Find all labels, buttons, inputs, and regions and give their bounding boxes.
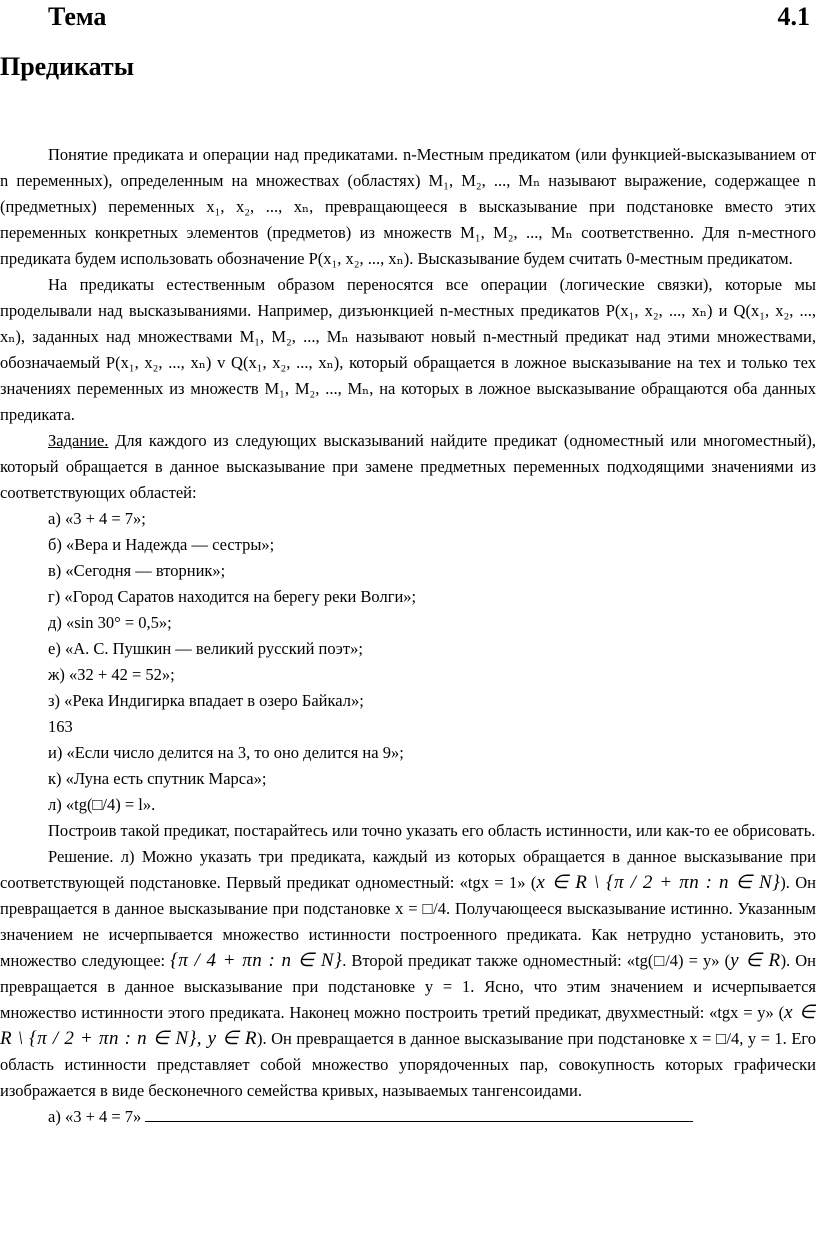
solution-text-4: ). Он превращается в данное высказывание при подстановке y = 1. Ясно, что этим значением и исчерпывается множество истинности этого предиката. Наконец можно построить третий предикат, двухместный: «tgx = y» (	[0, 951, 816, 1022]
list-item: л) «tg(□/4) = l».	[48, 795, 156, 814]
theme-number: 4.1	[777, 2, 810, 31]
list-item: б) «Вера и Надежда — сестры»;	[48, 535, 275, 554]
task-text: Для каждого из следующих высказываний найдите предикат (одноместный или многоместный), который обращается в данное высказывание при замене предметных переменных подходящими значениями из соответствующих областей:	[0, 431, 816, 502]
formula-truth-set: {π / 4 + πn : n ∈ N}	[170, 950, 343, 971]
formula-domain-1: x ∈ R \ {π / 2 + πn : n ∈ N}	[536, 872, 781, 893]
list-item: а) «3 + 4 = 7»;	[48, 509, 146, 528]
answer-line	[0, 1104, 816, 1130]
page-title: Предикаты	[0, 52, 134, 81]
list-item: в) «Сегодня — вторник»;	[48, 561, 226, 580]
list-item: к) «Луна есть спутник Марса»;	[48, 769, 267, 788]
formula-domain-3: x ∈ R \ {π / 2 + πn : n ∈ N}, y ∈ R	[0, 1002, 816, 1049]
list-item: ж) «З2 + 42 = 52»;	[48, 665, 175, 684]
list-item: з) «Река Индигирка впадает в озеро Байкал»;	[48, 691, 364, 710]
list-item: е) «А. С. Пушкин — великий русский поэт»;	[48, 639, 363, 658]
document-body	[0, 142, 816, 1130]
solution-text-1: Решение. л) Можно указать три предиката, каждый из которых обращается в данное высказывание при соответствующей подстановке. Первый предикат одноместный: «tgx = 1» (	[0, 847, 816, 892]
paragraph-hint: Построив такой предикат, постарайтесь или точно указать его область истинности, или как-то ее обрисовать.	[48, 821, 816, 840]
paragraph-solution	[0, 844, 816, 1104]
paragraph-operations: На предикаты естественным образом переносятся все операции (логические связки), которые мы проделывали над высказываниями. Например, дизъюнкцией n-местных предикатов P(x₁, x₂, ..., xₙ) и Q(x₁, x₂, ..., xₙ), заданных над множествами M₁, M₂, ..., Mₙ называют новый n-местный предикат над этими множествами, обозначаемый P(x₁, x₂, ..., xₙ) v Q(x₁, x₂, ..., xₙ), который обращается в ложное высказывание на тех и только тех значениях переменных из множеств M₁, M₂, ..., Mₙ, на которых в ложное высказывание обращаются оба данных предиката.	[0, 275, 816, 424]
theme-header	[48, 2, 810, 42]
paragraph-predicate-definition: Понятие предиката и операции над предикатами. n-Местным предикатом (или функцией-высказыванием от n переменных), определенным на множествах (областях) M₁, M₂, ..., Mₙ называют выражение, содержащее n (предметных) переменных x₁, x₂, ..., xₙ, превращающееся в высказывание при подстановке вместо этих переменных конкретных элементов (предметов) из множеств M₁, M₂, ..., Mₙ соответственно. Для n-местного предиката будем использовать обозначение P(x₁, x₂, ..., xₙ). Высказывание будем считать 0-местным предикатом.	[0, 145, 816, 268]
formula-domain-2: y ∈ R	[730, 950, 781, 971]
page-number-inline: 163	[48, 717, 73, 736]
list-item: и) «Если число делится на 3, то оно делится на 9»;	[48, 743, 404, 762]
answer-blank[interactable]	[145, 1107, 693, 1122]
theme-label: Тема	[48, 2, 107, 31]
answer-label: а) «3 + 4 = 7»	[48, 1107, 146, 1126]
paragraph-task	[0, 428, 816, 506]
solution-text-5: ). Он превращается в данное высказывание при подстановке x = □/4, y = 1. Его область истинности представляет собой множество упорядоченных пар, совокупность которых графически изображается в виде бесконечного семейства кривых, называемых тангенсоидами.	[0, 1029, 816, 1100]
list-item: г) «Город Саратов находится на берегу реки Волги»;	[48, 587, 417, 606]
list-item: д) «sin 30° = 0,5»;	[48, 613, 172, 632]
task-label: Задание.	[48, 431, 109, 450]
solution-text-2: ). Он превращается в данное высказывание при подстановке x = □/4. Получающееся высказывание истинно. Указанным значением не исчерпывается множество истинности построенного предиката. Как нетрудно установить, это множество следующее:	[0, 873, 816, 970]
solution-text-3: . Второй предикат также одноместный: «tg(□/4) = y» (	[342, 951, 731, 970]
